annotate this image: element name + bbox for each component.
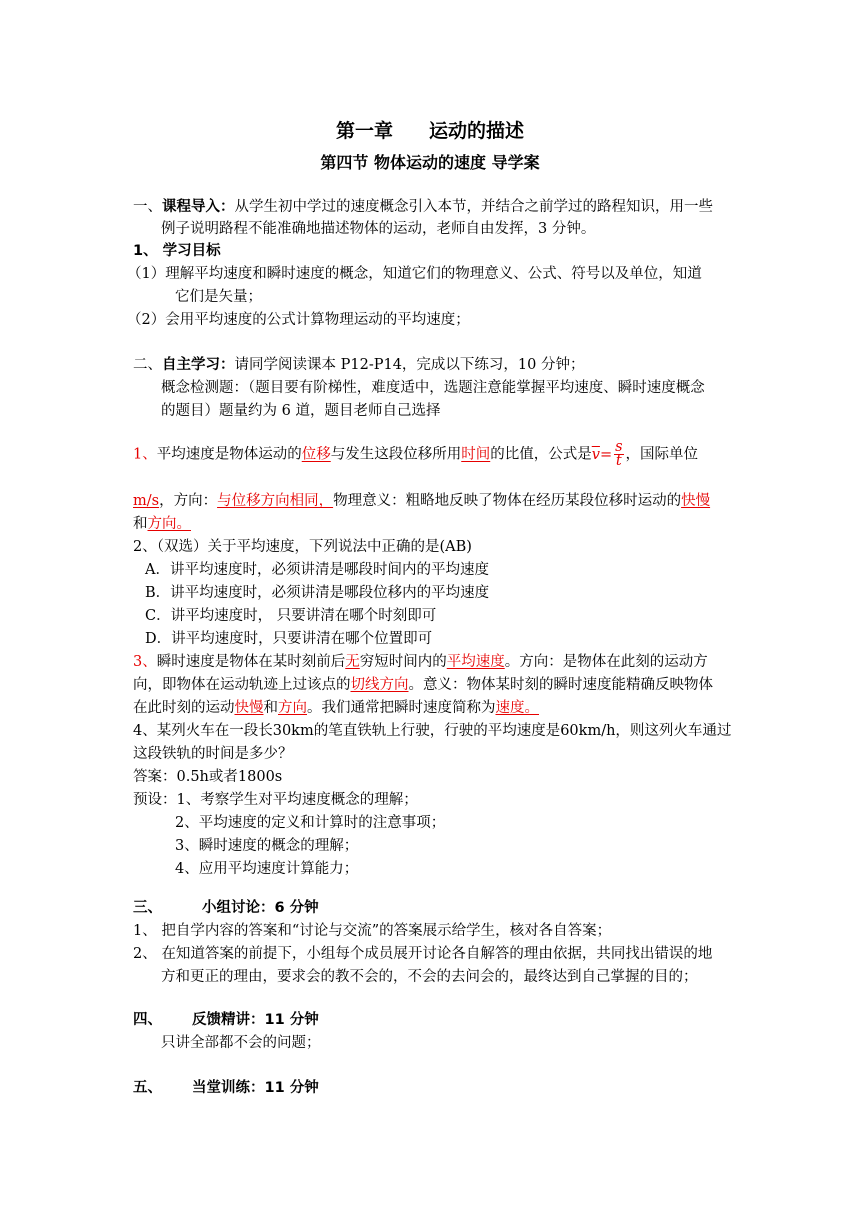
blank-answer: 快慢 (681, 493, 711, 509)
section-3-item-2-line-2: 方和更正的理由，要求会的教不会的，不会的去问会的，最终达到自己掌握的目的； (161, 969, 698, 985)
blank-answer: 快慢 (234, 700, 264, 716)
question-3-line-1: 3、瞬时速度是物体在某时刻前后无穷短时间内的平均速度。方向：是物体在此刻的运动方 (133, 654, 708, 670)
blank-answer: 无 (345, 654, 360, 670)
option-a: A．讲平均速度时，必须讲清是哪段时间内的平均速度 (145, 562, 489, 578)
blank-answer: 方向。 (147, 516, 191, 532)
question-1-line-3: 和方向。 (133, 516, 191, 532)
blank-answer: 平均速度 (446, 654, 505, 670)
chapter-name: 运动的描述 (429, 120, 525, 142)
section-4-text: 只讲全部都不会的问题； (161, 1035, 321, 1051)
blank-answer: m/s (133, 493, 160, 509)
section-1-line-1: 一、课程导入：从学生初中学过的速度概念引入本节，并结合之前学过的路程知识，用一些 (133, 199, 713, 215)
section-1-heading: 课程导入： (162, 199, 235, 215)
section-4-heading: 四、 反馈精讲：11 分钟 (133, 1012, 319, 1028)
question-4-line-2: 这段铁轨的时间是多少？ (133, 746, 293, 762)
goal-2: （2）会用平均速度的公式计算物理运动的平均速度； (127, 312, 470, 328)
section-title: 第四节 物体运动的速度 导学案 (320, 153, 540, 172)
blank-answer: 切线方向 (350, 677, 409, 693)
question-3-line-3: 在此时刻的运动快慢和方向。我们通常把瞬时速度简称为速度。 (133, 700, 539, 716)
question-2-stem: 2、（双选）关于平均速度，下列说法中正确的是(AB) (133, 539, 472, 555)
section-3-item-1: 1、 把自学内容的答案和“讨论与交流”的答案展示给学生，核对各自答案； (133, 923, 612, 939)
blank-answer: 方向 (278, 700, 307, 716)
goal-1-line-2: 它们是矢量； (175, 289, 262, 305)
option-b: B．讲平均速度时，必须讲清是哪段位移内的平均速度 (145, 585, 490, 601)
chapter-title (0, 116, 860, 143)
blank-answer: 速度。 (495, 700, 539, 716)
chapter-number: 第一章 (335, 120, 393, 142)
blank-answer: 位移 (301, 446, 331, 463)
section-3-heading: 三、 小组讨论：6 分钟 (133, 900, 319, 916)
question-1-line-1: 1、平均速度是物体运动的位移与发生这段位移所用时间的比值，公式是$\overline{v}=$ $\frac{s}{t}$ ，国际单位 (133, 439, 699, 469)
section-2-line-2: 概念检测题：（题目要有阶梯性，难度适中，选题注意能掌握平均速度、瞬时速度概念 (161, 380, 705, 396)
goal-1-line-1: （1）理解平均速度和瞬时速度的概念，知道它们的物理意义、公式、符号以及单位，知道 (127, 266, 702, 282)
blank-answer: 时间 (461, 446, 491, 463)
option-c: C．讲平均速度时， 只要讲清在哪个时刻即可 (145, 608, 437, 624)
section-3-item-2-line-1: 2、 在知道答案的前提下，小组每个成员展开讨论各自解答的理由依据，共同找出错误的地 (133, 946, 713, 962)
blank-answer: 与位移方向相同， (217, 493, 334, 509)
section-2-line-1: 二、自主学习：请同学阅读课本 P12-P14，完成以下练习，10 分钟； (133, 357, 585, 373)
preset-2: 2、平均速度的定义和计算时的注意事项； (175, 815, 446, 831)
question-4-answer: 答案：0.5h或者1800s (133, 769, 283, 785)
option-d: D．讲平均速度时，只要讲清在哪个位置即可 (145, 631, 433, 647)
average-velocity-formula: $\overline{v}=$ $\frac{s}{t}$ (591, 439, 623, 469)
preset-3: 3、瞬时速度的概念的理解； (175, 838, 359, 854)
question-3-line-2: 向，即物体在运动轨迹上过该点的切线方向。意义：物体某时刻的瞬时速度能精确反映物体 (133, 677, 713, 693)
learning-goals-heading: 1、 学习目标 (133, 243, 221, 259)
preset-1: 预设：1、考察学生对平均速度概念的理解； (133, 792, 418, 808)
section-2-heading: 自主学习： (162, 357, 235, 373)
section-2-line-3: 的题目）题量约为 6 道，题目老师自己选择 (161, 403, 441, 419)
question-1-line-2: m/s，方向：与位移方向相同，物理意义：粗略地反映了物体在经历某段位移时运动的快慢 (133, 493, 711, 509)
section-5-heading: 五、 当堂训练：11 分钟 (133, 1080, 319, 1096)
preset-4: 4、应用平均速度计算能力； (175, 861, 359, 877)
question-4-line-1: 4、某列火车在一段长30km的笔直铁轨上行驶，行驶的平均速度是60km/h，则这列火车通过 (133, 723, 732, 739)
section-1-line-2: 例子说明路程不能准确地描述物体的运动，老师自由发挥，3 分钟。 (161, 221, 596, 237)
